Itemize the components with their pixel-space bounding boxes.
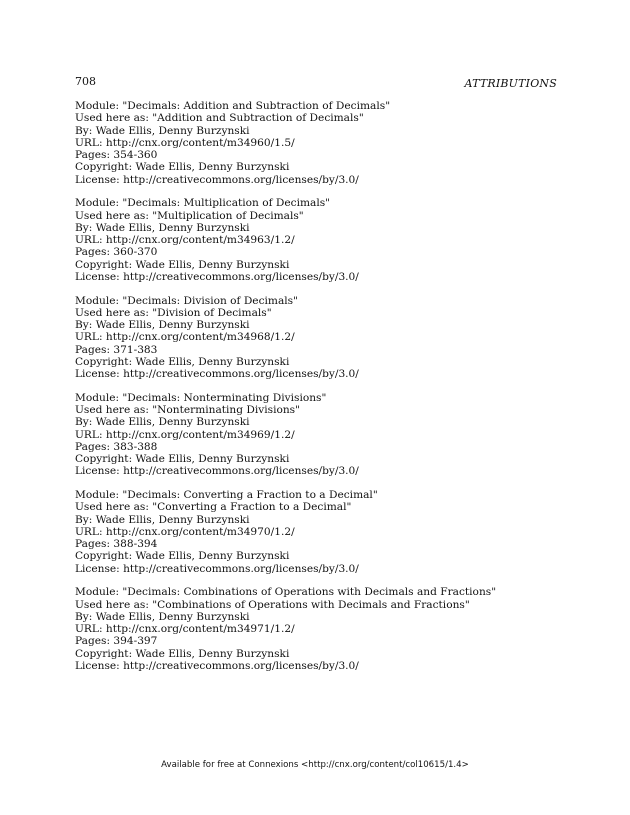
url-line: URL: http://cnx.org/content/m34963/1.2/ [75,234,295,246]
copyright-line: Copyright: Wade Ellis, Denny Burzynski [75,647,290,660]
copyright-line: Copyright: Wade Ellis, Denny Burzynski [75,453,290,465]
authors-line: By: Wade Ellis, Denny Burzynski [75,416,250,429]
module-line: Module: "Decimals: Addition and Subtraction of Decimals" [75,100,391,112]
module-line: Module: "Decimals: Multiplication of Decimals" [75,197,331,210]
attribution-entry [75,392,565,478]
license-line: License: http://creativecommons.org/licenses/by/3.0/ [75,270,359,283]
page-number: 708 [75,75,96,88]
authors-line: By: Wade Ellis, Denny Burzynski [75,513,250,526]
used-as-line: Used here as: "Addition and Subtraction of Decimals" [75,112,364,125]
license-line: License: http://creativecommons.org/licenses/by/3.0/ [75,368,359,380]
module-line: Module: "Decimals: Converting a Fraction to a Decimal" [75,489,378,501]
copyright-line: Copyright: Wade Ellis, Denny Burzynski [75,355,290,368]
used-as-line: Used here as: "Converting a Fraction to a Decimal" [75,501,352,514]
used-as-line: Used here as: "Multiplication of Decimals" [75,209,304,222]
license-line: License: http://creativecommons.org/licenses/by/3.0/ [75,173,359,186]
authors-line: By: Wade Ellis, Denny Burzynski [75,221,250,234]
used-as-line: Used here as: "Combinations of Operations with Decimals and Fractions" [75,598,470,611]
used-as-line: Used here as: "Division of Decimals" [75,306,272,319]
pages-line: Pages: 388-394 [75,538,158,550]
copyright-line: Copyright: Wade Ellis, Denny Burzynski [75,161,290,174]
attribution-list [75,100,565,684]
attribution-entry [75,100,565,186]
pages-line: Pages: 371-383 [75,343,158,356]
module-line: Module: "Decimals: Division of Decimals" [75,294,298,307]
url-line: URL: http://cnx.org/content/m34968/1.2/ [75,331,295,344]
authors-line: By: Wade Ellis, Denny Burzynski [75,319,250,331]
url-line: URL: http://cnx.org/content/m34971/1.2/ [75,623,295,635]
authors-line: By: Wade Ellis, Denny Burzynski [75,124,250,137]
attribution-entry [75,197,565,283]
attribution-entry [75,295,565,381]
pages-line: Pages: 360-370 [75,246,158,259]
url-line: URL: http://cnx.org/content/m34960/1.5/ [75,136,295,149]
url-line: URL: http://cnx.org/content/m34970/1.2/ [75,525,295,538]
copyright-line: Copyright: Wade Ellis, Denny Burzynski [75,550,290,563]
authors-line: By: Wade Ellis, Denny Burzynski [75,610,250,623]
pages-line: Pages: 354-360 [75,149,158,161]
pages-line: Pages: 394-397 [75,635,158,648]
module-line: Module: "Decimals: Combinations of Operations with Decimals and Fractions" [75,586,497,599]
attribution-entry [75,489,565,575]
used-as-line: Used here as: "Nonterminating Divisions" [75,404,300,416]
license-line: License: http://creativecommons.org/licenses/by/3.0/ [75,465,359,478]
url-line: URL: http://cnx.org/content/m34969/1.2/ [75,428,295,441]
module-line: Module: "Decimals: Nonterminating Divisions" [75,391,327,404]
pages-line: Pages: 383-388 [75,440,158,453]
license-line: License: http://creativecommons.org/licenses/by/3.0/ [75,562,359,575]
license-line: License: http://creativecommons.org/licenses/by/3.0/ [75,659,359,672]
attribution-entry [75,586,565,672]
copyright-line: Copyright: Wade Ellis, Denny Burzynski [75,258,290,271]
page-footer: Available for free at Connexions <http://cnx.org/content/col10615/1.4> [161,760,469,770]
running-head: ATTRIBUTIONS [464,77,557,90]
